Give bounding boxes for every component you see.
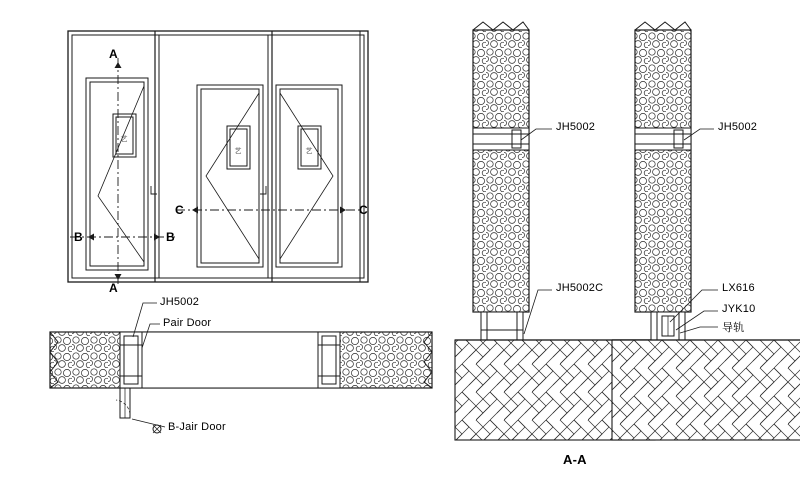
elevation-view [68,31,368,284]
label-pair-door: Pair Door [163,317,212,329]
section-mark-a-top: A [109,47,118,61]
plan-detail-view [50,303,432,433]
section-mark-b-left: B [74,230,83,244]
label-jh5002-top-left: JH5002 [556,121,596,133]
label-jh5002c: JH5002C [556,282,604,294]
svg-text:艺: 艺 [120,136,128,143]
section-right-view [612,22,800,440]
drawing-title: A-A [563,452,587,467]
label-note-cn: 导轨 [722,322,745,334]
label-jh5002-top-right: JH5002 [718,121,758,133]
svg-text:艺: 艺 [234,148,242,155]
section-mark-b-right: B [166,230,175,244]
svg-text:艺: 艺 [305,148,313,155]
section-mark-c-right: C [359,203,368,217]
label-bi-jair-door: B-Jair Door [168,421,226,433]
section-mark-c-left: C [175,203,184,217]
section-mark-a-bottom: A [109,281,118,295]
label-jyk10: JYK10 [722,303,756,315]
label-jh5002-plan: JH5002 [160,296,200,308]
label-lx616: LX616 [722,282,755,294]
